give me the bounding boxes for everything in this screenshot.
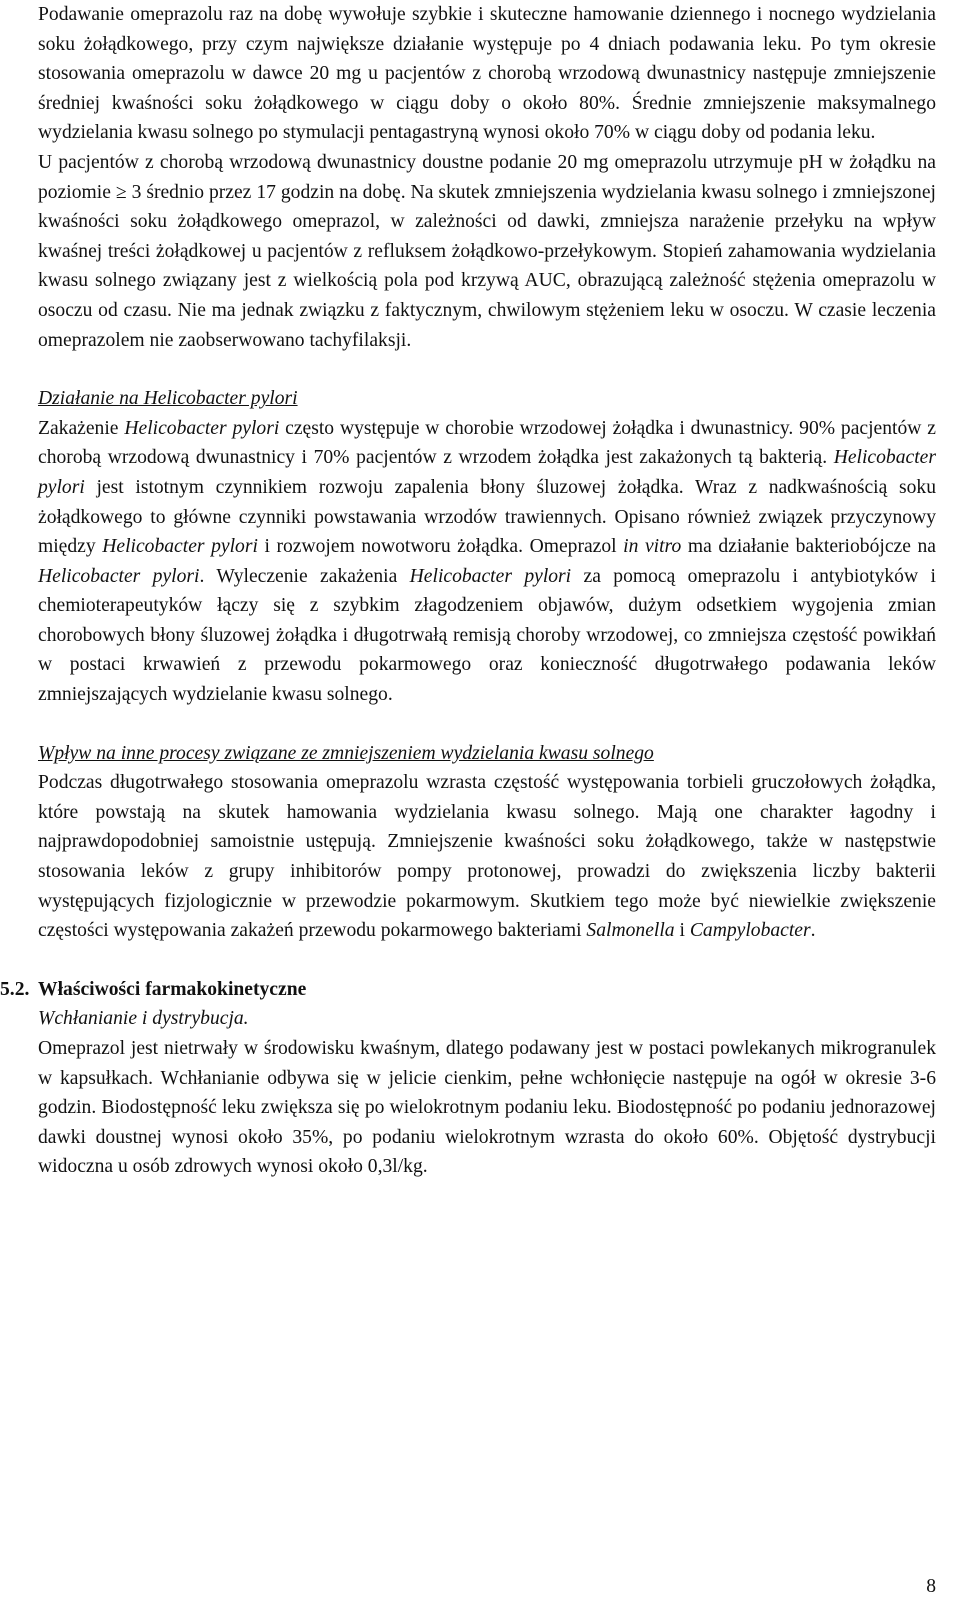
spacer xyxy=(38,946,936,975)
section-heading-other-processes: Wpływ na inne procesy związane ze zmniejszeniem wydzielania kwasu solnego xyxy=(38,742,654,764)
spacer xyxy=(38,710,936,739)
section-heading-pharmacokinetics xyxy=(0,975,936,1005)
paragraph-helicobacter: Zakażenie Helicobacter pylori często występuje w chorobie wrzodowej żołądka i dwunastnicy. 90% pacjentów z chorobą wrzodową dwunastnicy i 70% pacjentów z wrzodem żołądka jest zakażonych tą bakterią. Helicobacter pylori jest istotnym czynnikiem rozwoju zapalenia błony śluzowej żołądka. Wraz z nadkwaśnością soku żołądkowego to główne czynniki powstawania wrzodów trawiennych. Opisano również związek przyczynowy między Helicobacter pylori i rozwojem nowotworu żołądka. Omeprazol in vitro ma działanie bakteriobójcze na Helicobacter pylori. Wyleczenie zakażenia Helicobacter pylori za pomocą omeprazolu i antybiotyków i chemioterapeutyków łączy się z szybkim złagodzeniem objawów, dużym odsetkiem wygojenia zmian chorobowych błony śluzowej żołądka i długotrwałą remisją choroby wrzodowej, co zmniejsza częstość powikłań w postaci krwawień z przewodu pokarmowego oraz konieczność długotrwałego podawania leków zmniejszających wydzielanie kwasu solnego. xyxy=(38,417,936,706)
paragraph-ph-effect: U pacjentów z chorobą wrzodową dwunastnicy doustne podanie 20 mg omeprazolu utrzymuje pH w żołądku na poziomie ≥ 3 średnio przez 17 godzin na dobę. Na skutek zmniejszenia wydzielania kwasu solnego i zmniejszonej kwaśności soku żołądkowego omeprazol, w zależności od dawki, zmniejsza narażenie przełyku na wpływ kwaśnej treści żołądkowej u pacjentów z refluksem żołądkowo-przełykowym. Stopień zahamowania wydzielania kwasu solnego związany jest z wielkością pola pod krzywą AUC, obrazującą zależność stężenia omeprazolu w osoczu od czasu. Nie ma jednak związku z faktycznym, chwilowym stężeniem leku w osoczu. W czasie leczenia omeprazolem nie zaobserwowano tachyfilaksji. xyxy=(38,151,936,351)
subheading-absorption: Wchłanianie i dystrybucja. xyxy=(38,1008,249,1030)
paragraph-acid-suppression: Podawanie omeprazolu raz na dobę wywołuje szybkie i skuteczne hamowanie dziennego i nocnego wydzielania soku żołądkowego, przy czym największe działanie występuje po 4 dniach podawania leku. Po tym okresie stosowania omeprazolu w dawce 20 mg u pacjentów z chorobą wrzodową dwunastnicy następuje zmniejszenie średniej kwaśności soku żołądkowego w ciągu doby o około 80%. Średnie zmniejszenie maksymalnego wydzielania kwasu solnego po stymulacji pentagastryną wynosi około 70% w ciągu doby od podania leku. xyxy=(38,4,936,144)
section-heading-helicobacter: Działanie na Helicobacter pylori xyxy=(38,388,298,410)
section-title: Właściwości farmakokinetyczne xyxy=(38,978,307,1000)
page-number: 8 xyxy=(926,1576,936,1597)
paragraph-other-processes: Podczas długotrwałego stosowania omeprazolu wzrasta częstość występowania torbieli gruczołowych żołądka, które powstają na skutek hamowania wydzielania kwasu solnego. Mają one charakter łagodny i najprawdopodobniej samoistnie ustępują. Zmniejszenie kwaśności soku żołądkowego, także w następstwie stosowania leków z grupy inhibitorów pompy protonowej, prowadzi do zwiększenia liczby bakterii występujących fizjologicznie w przewodzie pokarmowym. Skutkiem tego może być niewielkie zwiększenie częstości występowania zakażeń przewodu pokarmowego bakteriami Salmonella i Campylobacter. xyxy=(38,772,936,942)
spacer xyxy=(38,355,936,384)
section-number: 5.2. xyxy=(0,978,30,1000)
paragraph-absorption: Omeprazol jest nietrwały w środowisku kwaśnym, dlatego podawany jest w postaci powlekanych mikrogranulek w kapsułkach. Wchłanianie odbywa się w jelicie cienkim, pełne wchłonięcie następuje na ogół w okresie 3-6 godzin. Biodostępność leku zwiększa się po wielokrotnym podaniu leku. Biodostępność po podaniu jednorazowej dawki doustnej wynosi około 35%, po podaniu wielokrotnym wzrasta do około 60%. Objętość dystrybucji widoczna u osób zdrowych wynosi około 0,3l/kg. xyxy=(38,1038,936,1178)
